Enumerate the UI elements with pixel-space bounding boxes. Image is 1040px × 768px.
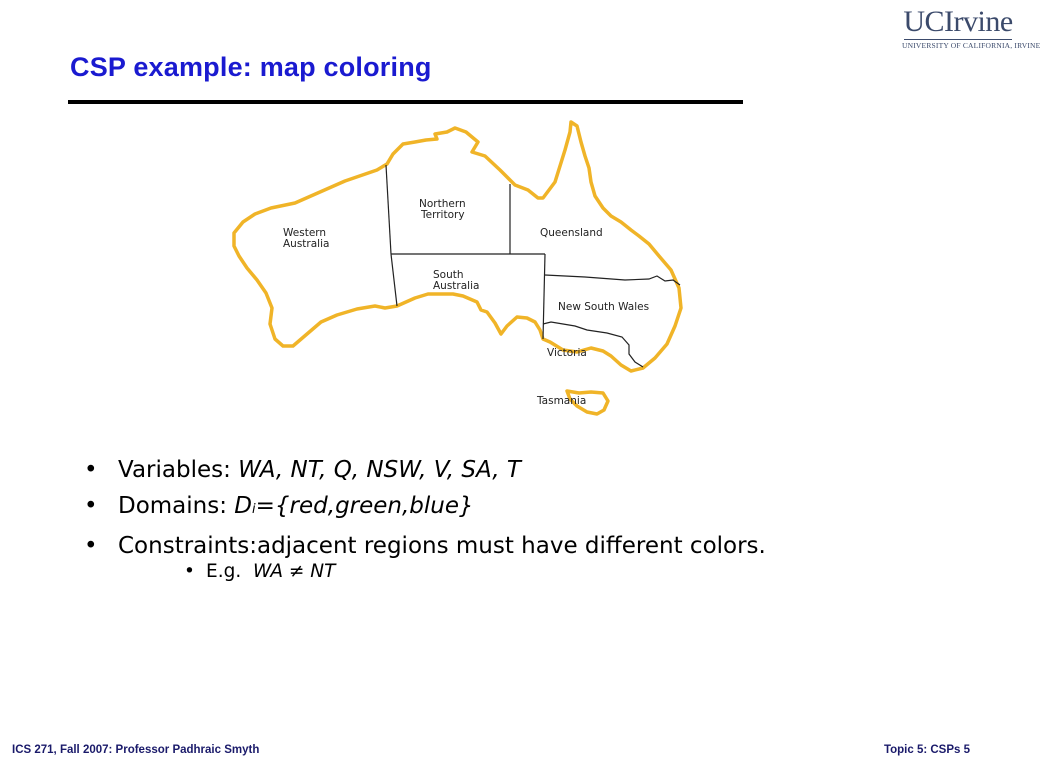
bullet-marker: • [84, 493, 98, 519]
footer-page: Topic 5: CSPs 5 [883, 744, 970, 756]
label-western-australia-2: Australia [283, 238, 330, 250]
label-northern-territory: Northern [419, 198, 466, 210]
constraints-text: Constraints:adjacent regions must have different colors. [118, 533, 766, 559]
bullet-domains [84, 488, 766, 528]
bullet-constraints [84, 528, 766, 564]
uci-logo [902, 5, 1040, 50]
sub-bullet-marker: • [184, 561, 195, 582]
domains-symbol: D [234, 493, 253, 519]
bullet-list [84, 452, 766, 564]
bullet-marker: • [84, 533, 98, 559]
sub-bullet-example [184, 561, 335, 582]
bullet-marker: • [84, 457, 98, 483]
variables-label: Variables: [118, 457, 231, 483]
label-new-south-wales: New South Wales [558, 301, 650, 313]
logo-subtitle: UNIVERSITY OF CALIFORNIA, IRVINE [902, 41, 1040, 50]
domains-value: ={red,green,blue} [255, 493, 474, 519]
logo-wordmark: UCIrvine [903, 5, 1013, 38]
label-western-australia: Western [283, 227, 327, 239]
example-operator: ≠ [288, 561, 305, 582]
label-south-australia-2: Australia [433, 280, 480, 292]
footer-course: ICS 271, Fall 2007: Professor Padhraic Smyth [12, 744, 260, 756]
label-northern-territory-2: Territory [421, 209, 465, 221]
example-lhs: WA [252, 561, 283, 582]
label-queensland: Queensland [540, 227, 603, 239]
example-rhs: NT [310, 561, 336, 582]
logo-rule [904, 39, 1012, 40]
label-south-australia: South [433, 269, 464, 281]
label-tasmania: Tasmania [537, 395, 587, 407]
example-label: E.g. [206, 561, 248, 582]
label-victoria: Victoria [547, 347, 587, 359]
variables-value: WA, NT, Q, NSW, V, SA, T [238, 457, 521, 483]
title-underline [68, 100, 743, 104]
slide-title: CSP example: map coloring [70, 52, 432, 82]
bullet-variables [84, 452, 766, 488]
domains-label: Domains: [118, 493, 227, 519]
australia-map [225, 112, 705, 424]
domains-subscript: i [252, 502, 256, 517]
